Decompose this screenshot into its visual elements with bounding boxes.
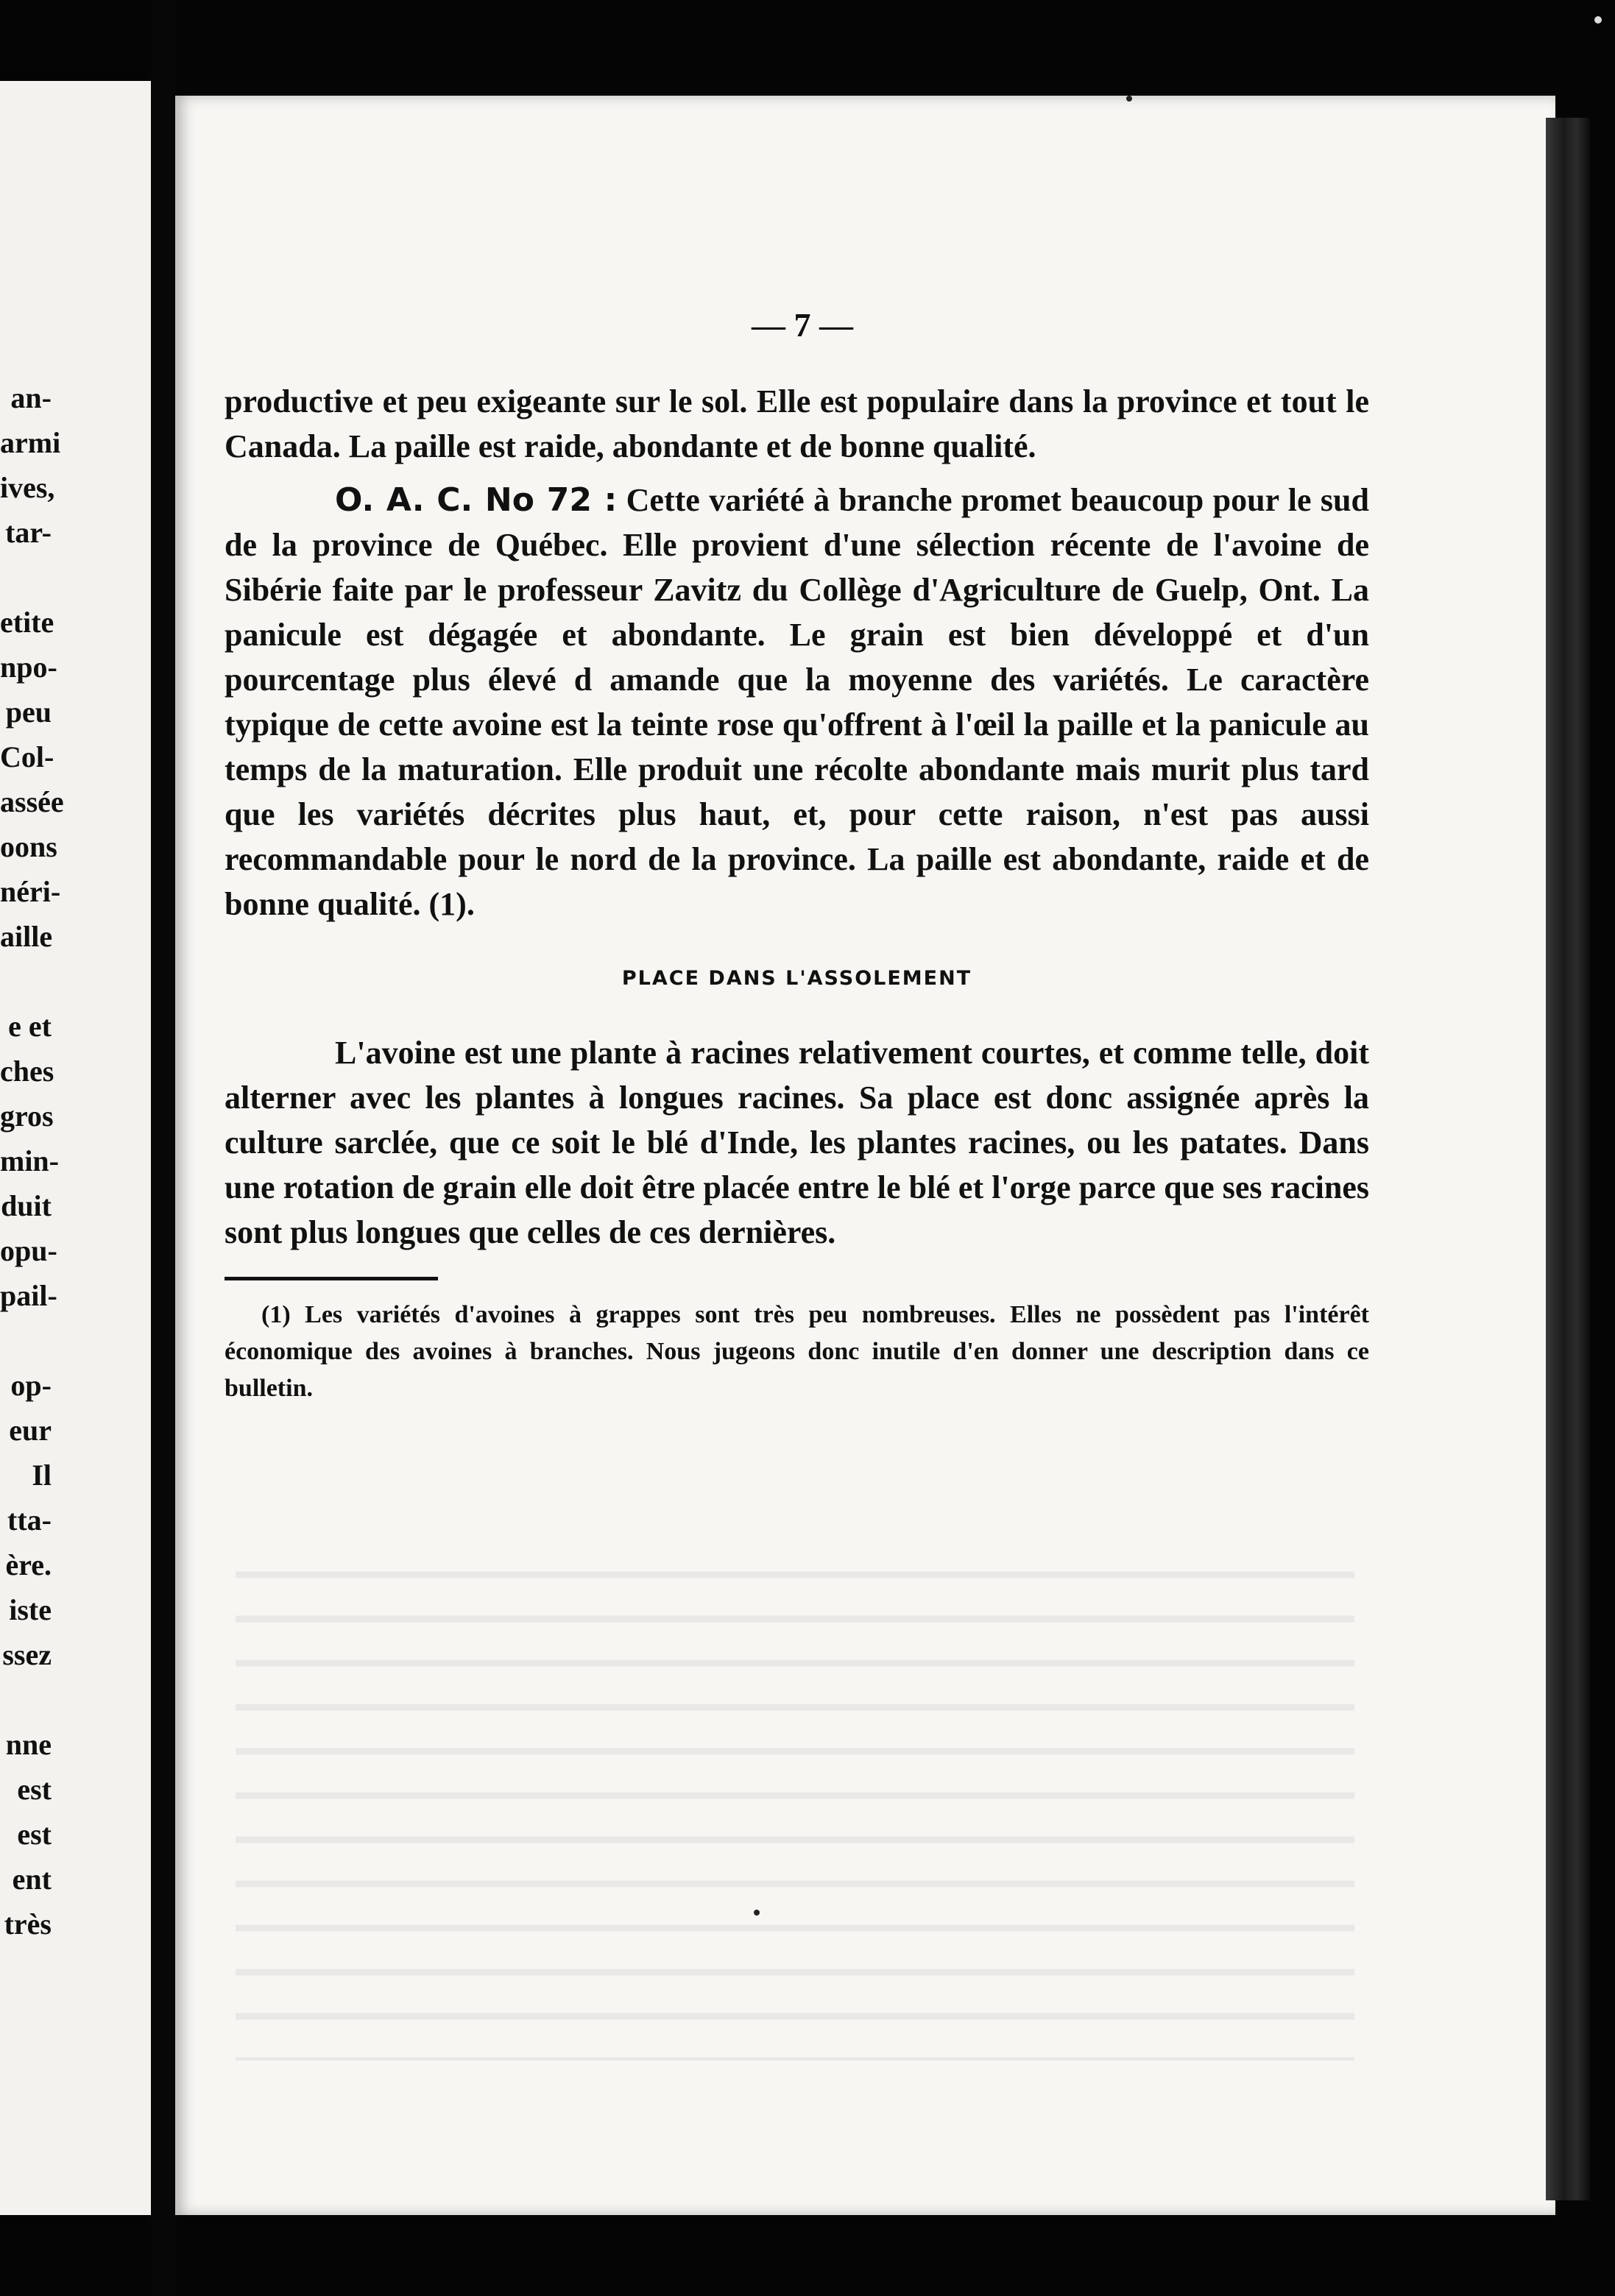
fragment-line: Col- <box>0 740 54 773</box>
fragment-gap <box>0 959 52 1004</box>
fragment-line: duit <box>1 1189 52 1222</box>
fragment-line: Il <box>32 1459 52 1492</box>
fragment-line: peu <box>5 695 52 729</box>
fragment-gap <box>0 1677 52 1722</box>
fragment-line: est <box>17 1818 52 1851</box>
fragment-line: gros <box>0 1099 54 1133</box>
fragment-line: an- <box>10 381 52 414</box>
left-facing-page <box>0 81 151 2215</box>
footnote: (1) Les variétés d'avoines à grappes sont très peu nombreuses. Elles ne possèdent pas l'intérêt économique des avoines à branches. Nous jugeons donc inutile d'en donner une description dans ce bulletin. <box>225 1301 1369 1402</box>
page-stack-edge <box>1546 118 1590 2200</box>
fragment-line: e et <box>8 1010 52 1043</box>
fragment-line: aille <box>0 920 53 953</box>
fragment-gap <box>0 1318 52 1363</box>
footnote-rule <box>225 1277 438 1280</box>
fragment-line: tta- <box>7 1503 52 1537</box>
fragment-line: armi <box>0 426 61 459</box>
fragment-line: pail- <box>0 1279 57 1312</box>
left-page-line-fragments <box>0 375 64 1946</box>
fragment-line: min- <box>0 1144 59 1177</box>
paragraph-continuation: productive et peu exigeante sur le sol. Elle est populaire dans la province et tout le Canada. La paille est raide, abondante et de bonne qualité. <box>225 383 1369 464</box>
fragment-line: très <box>4 1907 52 1941</box>
paragraph-oac-72 <box>225 478 1369 926</box>
fragment-line: etite <box>0 606 54 639</box>
fragment-line: tar- <box>5 516 52 549</box>
variety-label: O. A. C. No 72 : <box>335 481 618 519</box>
dust-speck <box>754 1910 760 1916</box>
fragment-gap <box>0 555 52 600</box>
dust-speck <box>1126 96 1132 102</box>
variety-description: Cette variété à branche promet beaucoup pour le sud de la province de Québec. Elle provient d'une sélection récente de l'avoine de Sibérie faite par le professeur Zavitz du Collège d'Agriculture de Guelp, Ont. La panicule est dégagée et abondante. Le grain est bien développé et d'un pourcentage plus élevé d amande que la moyenne des variétés. Le caractère typique de cette avoine est la teinte rose qu'offrent à l'œil la paille et la panicule au temps de la maturation. Elle produit une récolte abondante mais murit plus tard que les variétés décrites plus haut, et, pour cette raison, n'est pas aussi recommandable pour le nord de la province. La paille est abondante, raide et de bonne qualité. (1). <box>225 482 1369 922</box>
fragment-line: est <box>17 1773 52 1806</box>
book-gutter <box>151 0 177 2296</box>
fragment-line: assée <box>0 785 64 818</box>
fragment-line: eur <box>9 1414 52 1447</box>
fragment-line: ent <box>12 1863 52 1896</box>
fragment-line: opu- <box>0 1234 57 1267</box>
paragraph-assolement: L'avoine est une plante à racines relativement courtes, et comme telle, doit alterner avec les plantes à longues racines. Sa place est donc assignée après la culture sarclée, que ce soit le blé d'Inde, les plantes racines, ou les patates. Dans une rotation de grain elle doit être placée entre le blé et l'orge parce que ses racines sont plus longues que celles de ces dernières. <box>225 1035 1369 1250</box>
page-body <box>225 379 1369 1407</box>
fragment-line: oons <box>0 830 57 863</box>
fragment-line: ssez <box>2 1638 52 1671</box>
bleed-through-text <box>236 1545 1354 2061</box>
section-heading: PLACE DANS L'ASSOLEMENT <box>621 967 972 990</box>
fragment-line: op- <box>10 1369 52 1402</box>
fragment-line: ives, <box>0 471 55 504</box>
fragment-line: iste <box>9 1593 52 1626</box>
fragment-line: ère. <box>5 1548 52 1581</box>
page-number: — 7 — <box>752 306 853 344</box>
fragment-line: néri- <box>0 875 61 908</box>
dust-speck <box>1594 16 1602 24</box>
fragment-line: ches <box>0 1055 54 1088</box>
fragment-line: nne <box>5 1728 52 1761</box>
fragment-line: npo- <box>0 651 57 684</box>
